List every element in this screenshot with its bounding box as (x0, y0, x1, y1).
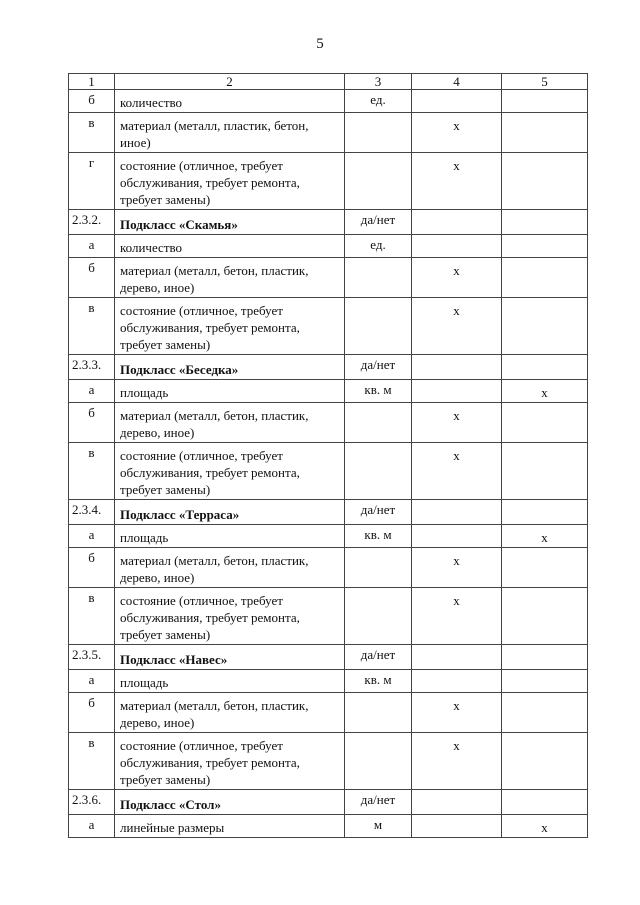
unit-cell: да/нет (345, 645, 412, 670)
table-row (69, 298, 588, 355)
attribute-description-cell: состояние (отличное, требует обслуживания, требует ремонта, требует замены) (115, 153, 345, 210)
table-section-row (69, 210, 588, 235)
column-5-cell (502, 403, 588, 443)
column-4-cell (412, 645, 502, 670)
row-number-cell: а (69, 815, 115, 838)
unit-cell: кв. м (345, 380, 412, 403)
attribute-description-cell: количество (115, 90, 345, 113)
column-4-cell (412, 500, 502, 525)
unit-cell: да/нет (345, 210, 412, 235)
table-row (69, 525, 588, 548)
row-number-cell: 2.3.2. (69, 210, 115, 235)
column-5-cell (502, 645, 588, 670)
unit-cell: ед. (345, 90, 412, 113)
column-4-cell (412, 210, 502, 235)
table-row (69, 733, 588, 790)
column-5-cell (502, 790, 588, 815)
table-row (69, 588, 588, 645)
attribute-description-cell: состояние (отличное, требует обслуживания, требует ремонта, требует замены) (115, 588, 345, 645)
unit-cell: да/нет (345, 790, 412, 815)
table-row (69, 815, 588, 838)
table-row (69, 380, 588, 403)
column-5-cell (502, 113, 588, 153)
column-5-cell (502, 210, 588, 235)
table-section-row (69, 645, 588, 670)
attribute-table (68, 73, 588, 838)
column-4-cell (412, 525, 502, 548)
row-number-cell: в (69, 113, 115, 153)
row-number-cell: в (69, 733, 115, 790)
column-4-cell: х (412, 113, 502, 153)
header-cell: 1 (69, 74, 115, 90)
row-number-cell: в (69, 443, 115, 500)
unit-cell (345, 733, 412, 790)
attribute-description-cell: площадь (115, 380, 345, 403)
column-4-cell: х (412, 548, 502, 588)
column-5-cell (502, 258, 588, 298)
column-4-cell (412, 790, 502, 815)
subclass-title-cell: Подкласс «Скамья» (115, 210, 345, 235)
unit-cell (345, 153, 412, 210)
attribute-description-cell: площадь (115, 525, 345, 548)
row-number-cell: 2.3.3. (69, 355, 115, 380)
attribute-description-cell: линейные размеры (115, 815, 345, 838)
header-cell: 2 (115, 74, 345, 90)
column-4-cell: х (412, 258, 502, 298)
unit-cell (345, 403, 412, 443)
row-number-cell: б (69, 258, 115, 298)
row-number-cell: 2.3.5. (69, 645, 115, 670)
column-5-cell (502, 500, 588, 525)
column-5-cell (502, 443, 588, 500)
row-number-cell: 2.3.4. (69, 500, 115, 525)
attribute-description-cell: площадь (115, 670, 345, 693)
subclass-title-cell: Подкласс «Стол» (115, 790, 345, 815)
column-5-cell: х (502, 525, 588, 548)
column-5-cell (502, 548, 588, 588)
unit-cell (345, 443, 412, 500)
column-4-cell: х (412, 588, 502, 645)
column-5-cell (502, 588, 588, 645)
subclass-title-cell: Подкласс «Навес» (115, 645, 345, 670)
row-number-cell: а (69, 380, 115, 403)
attribute-description-cell: материал (металл, бетон, пластик, дерево, иное) (115, 258, 345, 298)
table-row (69, 670, 588, 693)
column-5-cell (502, 355, 588, 380)
column-4-cell: х (412, 693, 502, 733)
table-section-row (69, 790, 588, 815)
attribute-description-cell: состояние (отличное, требует обслуживания, требует ремонта, требует замены) (115, 733, 345, 790)
table-row (69, 258, 588, 298)
column-5-cell (502, 298, 588, 355)
unit-cell: ед. (345, 235, 412, 258)
row-number-cell: б (69, 693, 115, 733)
row-number-cell: а (69, 670, 115, 693)
unit-cell (345, 113, 412, 153)
column-4-cell: х (412, 733, 502, 790)
column-4-cell (412, 380, 502, 403)
table-section-row (69, 355, 588, 380)
column-4-cell: х (412, 153, 502, 210)
table-row (69, 548, 588, 588)
page-number: 5 (316, 36, 324, 52)
table-row (69, 153, 588, 210)
column-5-cell (502, 693, 588, 733)
subclass-title-cell: Подкласс «Терраса» (115, 500, 345, 525)
table-row (69, 693, 588, 733)
row-number-cell: б (69, 90, 115, 113)
row-number-cell: 2.3.6. (69, 790, 115, 815)
column-4-cell: х (412, 403, 502, 443)
column-5-cell (502, 670, 588, 693)
unit-cell (345, 588, 412, 645)
unit-cell: кв. м (345, 670, 412, 693)
unit-cell (345, 298, 412, 355)
row-number-cell: г (69, 153, 115, 210)
table-header-row (69, 74, 588, 90)
table-row (69, 443, 588, 500)
table-row (69, 90, 588, 113)
attribute-description-cell: состояние (отличное, требует обслуживания, требует ремонта, требует замены) (115, 298, 345, 355)
column-5-cell (502, 90, 588, 113)
unit-cell: да/нет (345, 500, 412, 525)
attribute-description-cell: материал (металл, бетон, пластик, дерево, иное) (115, 403, 345, 443)
unit-cell (345, 548, 412, 588)
row-number-cell: в (69, 298, 115, 355)
column-4-cell (412, 90, 502, 113)
unit-cell: м (345, 815, 412, 838)
header-cell: 5 (502, 74, 588, 90)
column-5-cell: х (502, 815, 588, 838)
table-body (69, 90, 588, 838)
header-cell: 3 (345, 74, 412, 90)
row-number-cell: в (69, 588, 115, 645)
table-section-row (69, 500, 588, 525)
column-4-cell (412, 355, 502, 380)
attribute-description-cell: состояние (отличное, требует обслуживания, требует ремонта, требует замены) (115, 443, 345, 500)
attribute-description-cell: материал (металл, бетон, пластик, дерево, иное) (115, 548, 345, 588)
row-number-cell: а (69, 525, 115, 548)
column-4-cell (412, 670, 502, 693)
unit-cell: да/нет (345, 355, 412, 380)
table-row (69, 403, 588, 443)
column-4-cell (412, 815, 502, 838)
row-number-cell: б (69, 403, 115, 443)
row-number-cell: б (69, 548, 115, 588)
unit-cell (345, 258, 412, 298)
table-row (69, 235, 588, 258)
subclass-title-cell: Подкласс «Беседка» (115, 355, 345, 380)
header-cell: 4 (412, 74, 502, 90)
column-5-cell (502, 153, 588, 210)
column-5-cell (502, 235, 588, 258)
column-4-cell: х (412, 298, 502, 355)
column-5-cell (502, 733, 588, 790)
attribute-description-cell: материал (металл, пластик, бетон, иное) (115, 113, 345, 153)
unit-cell: кв. м (345, 525, 412, 548)
column-5-cell: х (502, 380, 588, 403)
table-row (69, 113, 588, 153)
column-4-cell: х (412, 443, 502, 500)
attribute-description-cell: материал (металл, бетон, пластик, дерево, иное) (115, 693, 345, 733)
row-number-cell: а (69, 235, 115, 258)
unit-cell (345, 693, 412, 733)
column-4-cell (412, 235, 502, 258)
attribute-description-cell: количество (115, 235, 345, 258)
